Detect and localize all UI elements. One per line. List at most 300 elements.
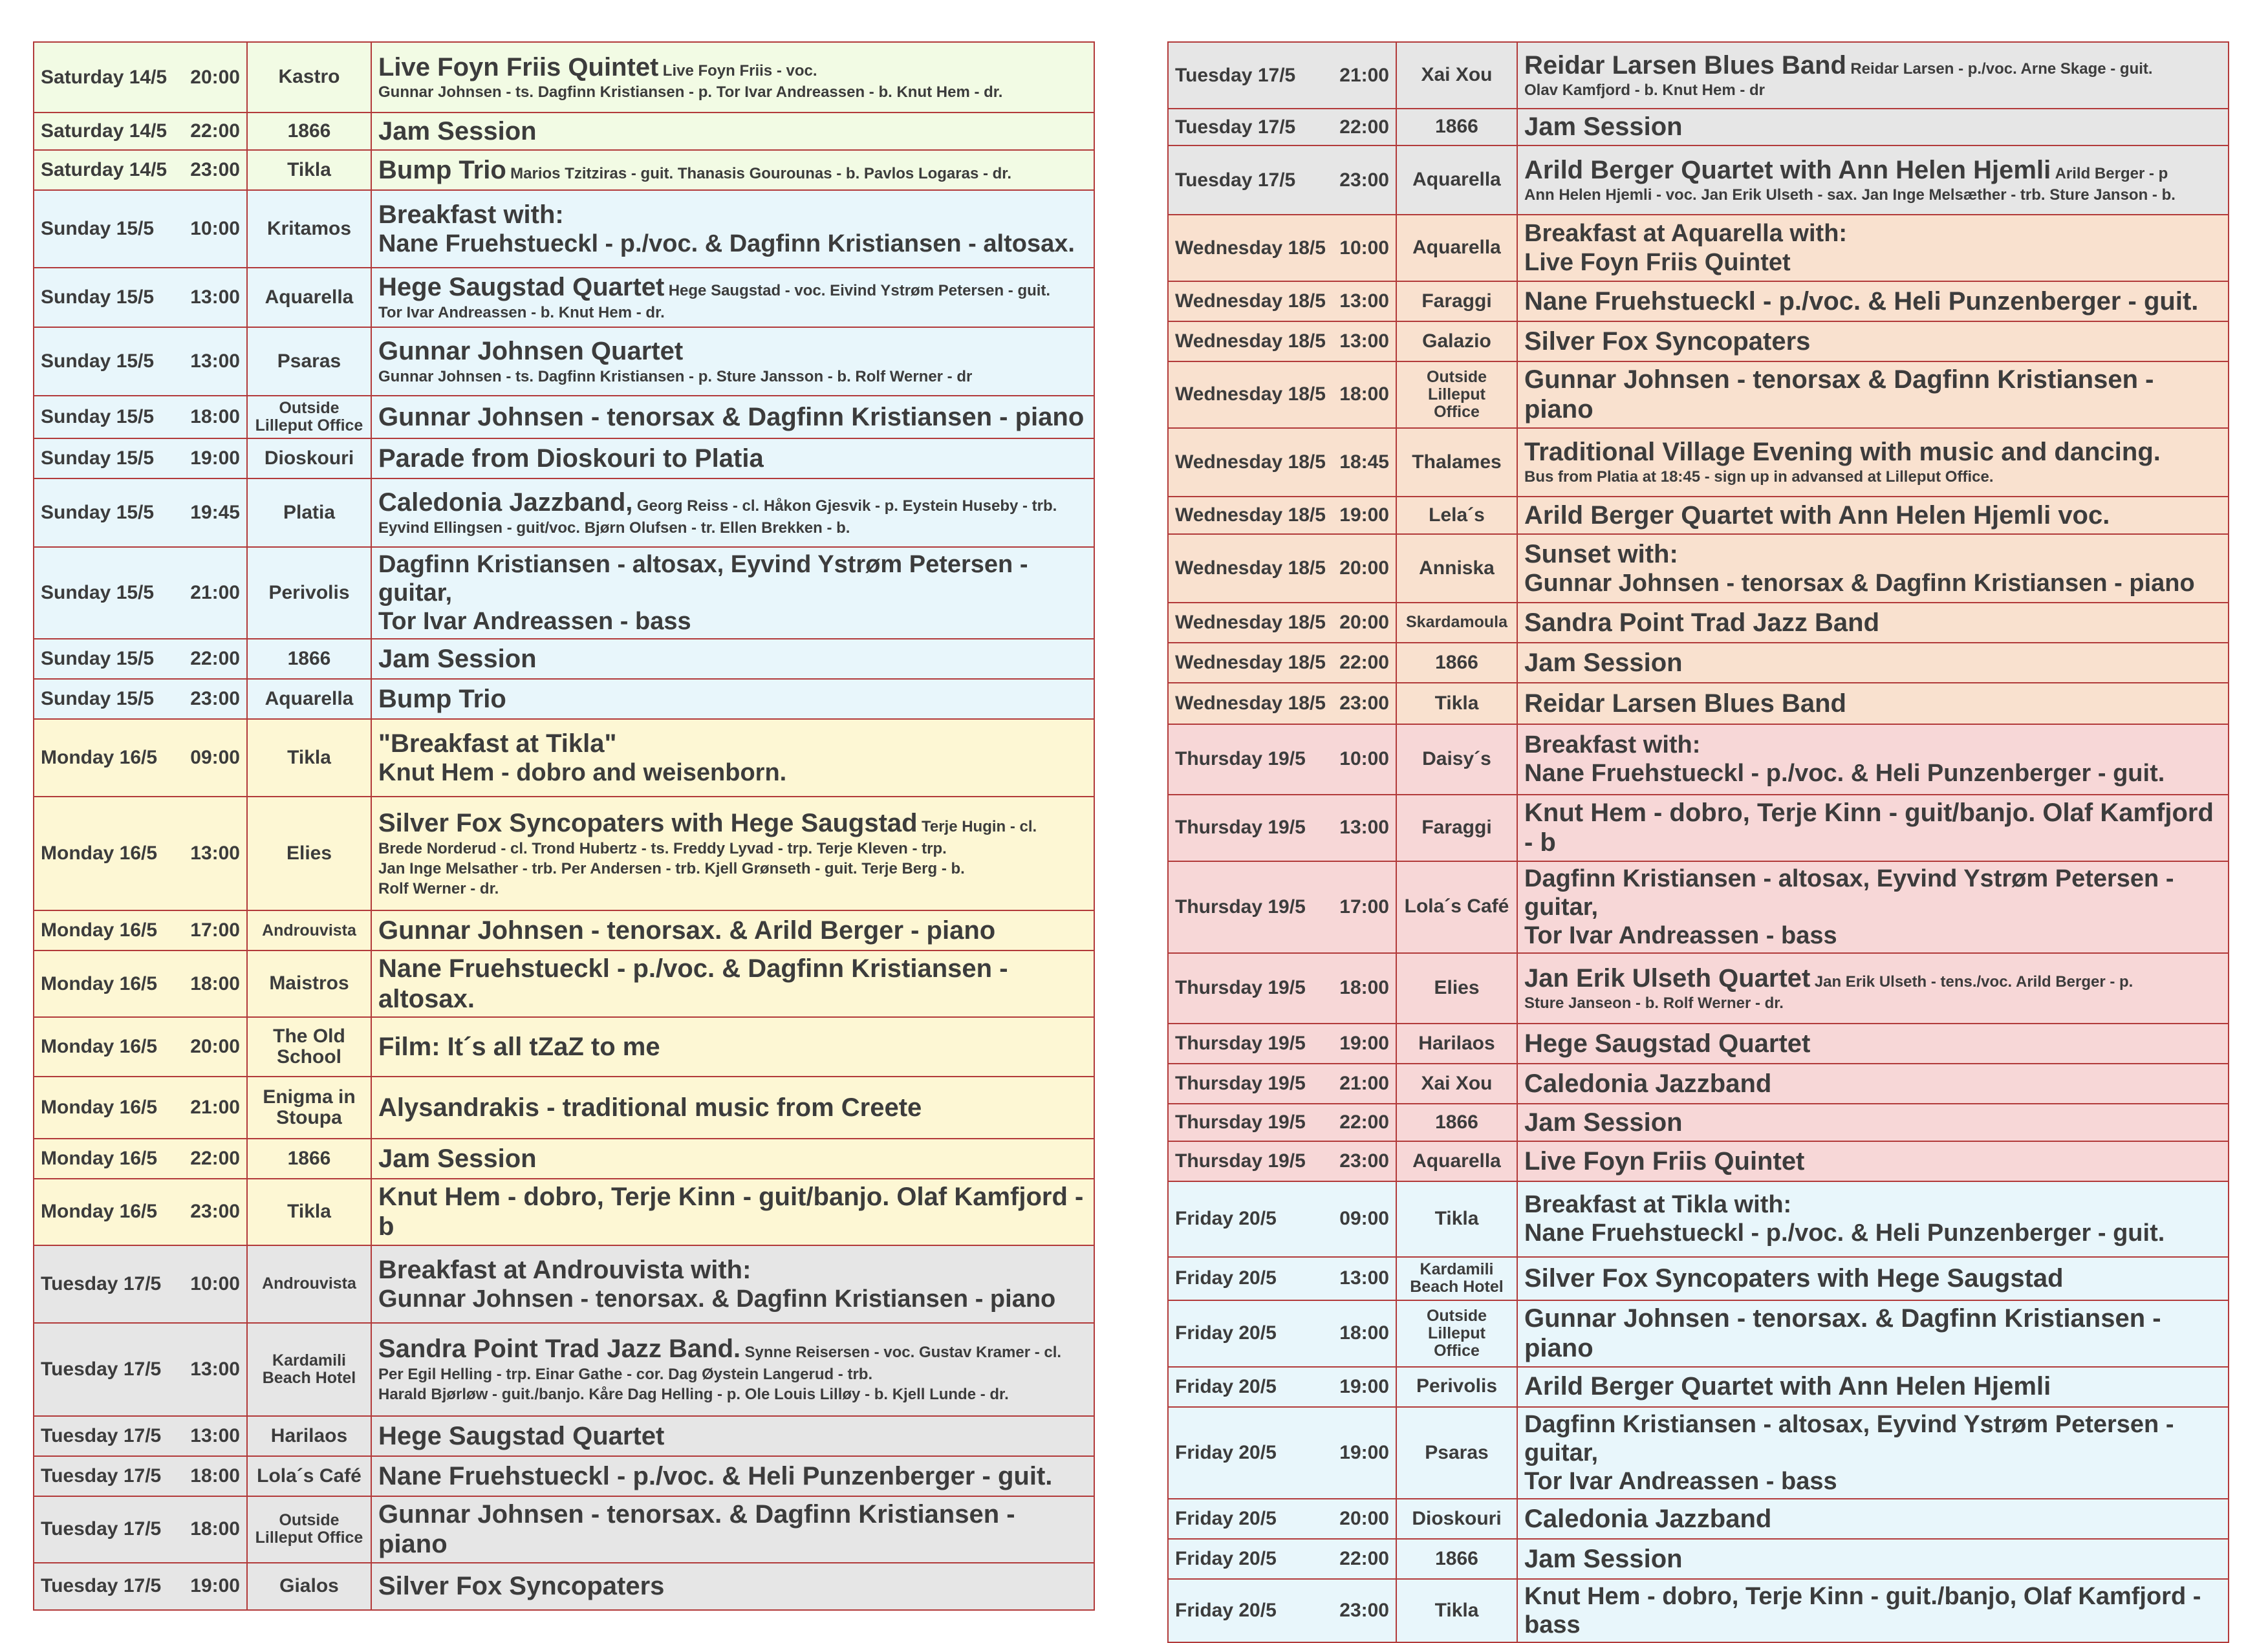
venue-cell: Gialos [247,1563,371,1610]
event-title: Jam Session [1524,648,1683,677]
event-title: Jam Session [378,1144,537,1173]
event-cell [1517,603,2229,643]
event-day: Thursday 19/5 [1175,1032,1306,1054]
event-title: Gunnar Johnsen - tenorsax & Dagfinn Kristiansen - piano [378,402,1085,431]
venue-cell: Outside Lilleput Office [1396,361,1517,428]
event-time: 21:00 [1339,1072,1389,1094]
event-line: Tor Ivar Andreassen - bass [1524,1467,1837,1495]
event-time: 21:00 [190,1097,240,1119]
event-title: Bump Trio [378,155,506,184]
event-cell [371,1179,1094,1245]
event-title: Hege Saugstad Quartet [378,273,665,302]
event-day: Sunday 15/5 [41,406,155,427]
day-time-cell [34,910,247,950]
event-time: 20:00 [1339,611,1389,633]
event-title: Gunnar Johnsen - tenorsax. & Arild Berger - piano [378,916,996,945]
event-cell [371,1416,1094,1456]
event-title-line [1524,327,2221,356]
venue-cell: Platia [247,478,371,547]
event-details: Olav Kamfjord - b. Knut Hem - dr [1524,81,1766,100]
event-day: Sunday 15/5 [41,502,155,523]
event-cell [1517,281,2229,321]
event-title: Live Foyn Friis Quintet [1524,1146,1805,1176]
event-cell [1517,1064,2229,1104]
venue-cell: Aquarella [1396,1141,1517,1181]
event-title: Jam Session [378,116,537,145]
event-day: Wednesday 18/5 [1175,330,1326,352]
event-line: Live Foyn Friis Quintet [1524,248,1791,276]
venue-cell: Maistros [247,950,371,1017]
event-title-line [378,1461,1087,1491]
event-time: 18:00 [190,406,240,427]
day-time-cell [1168,1367,1396,1407]
schedule-row [1168,1257,2229,1300]
event-time: 13:00 [1339,290,1389,312]
schedule-row [34,910,1094,950]
event-day: Friday 20/5 [1175,1441,1277,1463]
schedule-row [1168,643,2229,683]
schedule-row [1168,683,2229,724]
day-time-cell [1168,109,1396,145]
event-title: Caledonia Jazzband [1524,1069,1772,1098]
venue-cell: Faraggi [1396,795,1517,861]
event-details: Bus from Platia at 18:45 - sign up in advansed at Lilleput Office. [1524,468,1994,486]
event-title: Sandra Point Trad Jazz Band [1524,608,1880,637]
day-time-cell [1168,281,1396,321]
event-day: Tuesday 17/5 [41,1358,162,1380]
venue-cell: Lela´s [1396,497,1517,534]
schedule-row [34,679,1094,719]
schedule-row [34,438,1094,478]
event-title-line [378,444,1087,473]
event-details: Rolf Werner - dr. [378,880,499,898]
event-title-line [1524,1504,2221,1534]
event-cell [1517,428,2229,497]
event-title: Arild Berger Quartet with Ann Helen Hjemli voc. [1524,500,2110,530]
event-time: 13:00 [1339,817,1389,839]
event-day: Wednesday 18/5 [1175,611,1326,633]
schedule-row [34,797,1094,910]
event-time: 18:00 [1339,1322,1389,1344]
schedule-row [34,1245,1094,1323]
event-time: 23:00 [1339,692,1389,714]
day-time-cell [34,113,247,150]
event-time: 18:00 [190,1465,240,1487]
event-title: Silver Fox Syncopaters [378,1571,665,1600]
event-title-line [1524,50,2221,80]
event-title-note: Georg Reiss - cl. Håkon Gjesvik - p. Eystein Huseby - trb. [636,497,1057,515]
event-title-note: Reidar Larsen - p./voc. Arne Skage - guit. [1850,59,2153,78]
event-time: 18:00 [1339,383,1389,405]
event-day: Wednesday 18/5 [1175,504,1326,526]
venue-cell: Kastro [247,42,371,113]
event-title: Breakfast with: [378,200,564,229]
event-time: 10:00 [1339,237,1389,259]
venue-cell: Harilaos [247,1416,371,1456]
schedule-row [1168,953,2229,1024]
event-cell [1517,109,2229,145]
event-title: Traditional Village Evening with music and dancing. [1524,437,2161,466]
event-day: Friday 20/5 [1175,1599,1277,1621]
event-cell [371,547,1094,639]
schedule-row [34,547,1094,639]
day-time-cell [34,438,247,478]
schedule-row [1168,534,2229,603]
venue-cell: Elies [247,797,371,910]
event-title-line [378,1032,1087,1062]
event-day: Sunday 15/5 [41,688,155,710]
day-time-cell [34,679,247,719]
event-title: Gunnar Johnsen - tenorsax. & Dagfinn Kristiansen - piano [378,1499,1015,1559]
event-cell [371,1456,1094,1496]
venue-cell: Outside Lilleput Office [1396,1300,1517,1367]
day-time-cell [34,1496,247,1563]
event-cell [1517,1104,2229,1141]
schedule-row [34,1323,1094,1416]
day-time-cell [34,719,247,797]
event-title-line [378,336,1087,366]
event-details: Jan Inge Melsather - trb. Per Andersen - trb. Kjell Grønseth - guit. Terje Berg - b. [378,859,965,877]
event-title: Gunnar Johnsen Quartet [378,337,684,366]
event-title-line [1524,798,2221,858]
event-day: Wednesday 18/5 [1175,451,1326,473]
event-details: Per Egil Helling - trp. Einar Gathe - cor. Dag Øystein Langerud - trb. [378,1365,873,1383]
event-title-line [378,1144,1087,1174]
event-time: 10:00 [190,1273,240,1294]
event-title: Jam Session [1524,1108,1683,1137]
event-line: Tor Ivar Andreassen - bass [1524,921,1837,949]
event-day: Saturday 14/5 [41,120,167,142]
venue-cell: 1866 [1396,1104,1517,1141]
schedule-row [1168,428,2229,497]
event-time: 18:00 [1339,977,1389,999]
venue-cell: Harilaos [1396,1024,1517,1064]
event-time: 19:00 [1339,504,1389,526]
day-time-cell [1168,534,1396,603]
schedule-row [34,1017,1094,1077]
event-title-line [1524,689,2221,718]
event-cell [1517,724,2229,795]
event-line: Breakfast with: [1524,731,1701,759]
event-title: Jan Erik Ulseth Quartet [1524,963,1811,993]
day-time-cell [1168,1407,1396,1499]
event-day: Monday 16/5 [41,843,158,864]
day-time-cell [1168,1024,1396,1064]
event-day: Monday 16/5 [41,1201,158,1223]
event-cell [1517,953,2229,1024]
schedule-row [34,1456,1094,1496]
event-line: Nane Fruehstueckl - p./voc. & Heli Punzenberger - guit. [1524,1219,2165,1247]
day-time-cell [1168,428,1396,497]
event-time: 20:00 [1339,1507,1389,1529]
event-title-line [1524,112,2221,142]
event-title-line [1524,963,2221,993]
event-title-line [378,272,1087,302]
day-time-cell [1168,321,1396,361]
event-time: 23:00 [190,688,240,710]
event-title-line [378,52,1087,82]
event-cell [371,396,1094,438]
event-title-line [378,684,1087,714]
venue-cell: Tikla [247,719,371,797]
event-title: Jam Session [1524,113,1683,142]
day-time-cell [34,639,247,679]
event-title-line [378,402,1087,432]
schedule-row [1168,1300,2229,1367]
schedule-row [34,1563,1094,1610]
event-time: 20:00 [190,1036,240,1058]
event-time: 13:00 [1339,1267,1389,1289]
event-day: Wednesday 18/5 [1175,237,1326,259]
event-details: Brede Norderud - cl. Trond Hubertz - ts. Freddy Lyvad - trp. Terje Kleven - trp. [378,839,947,857]
schedule-row [34,1139,1094,1179]
schedule-row [34,150,1094,190]
schedule-row [34,327,1094,396]
event-title: Knut Hem - dobro, Terje Kinn - guit/banjo. Olaf Kamfjord - b [378,1183,1084,1241]
event-time: 18:45 [1339,451,1389,473]
event-day: Sunday 15/5 [41,218,155,239]
day-time-cell [34,950,247,1017]
event-time: 10:00 [1339,748,1389,770]
schedule-row [1168,1141,2229,1181]
event-line: Nane Fruehstueckl - p./voc. & Dagfinn Kristiansen - altosax. [378,230,1075,258]
event-title: Gunnar Johnsen - tenorsax. & Dagfinn Kristiansen - piano [1524,1304,2161,1363]
event-title: Caledonia Jazzband [1524,1504,1772,1533]
event-cell [371,639,1094,679]
event-day: Thursday 19/5 [1175,977,1306,999]
event-day: Friday 20/5 [1175,1375,1277,1397]
event-line: Breakfast at Aquarella with: [1524,220,1848,248]
event-day: Monday 16/5 [41,919,158,941]
day-time-cell [1168,497,1396,534]
event-title: Alysandrakis - traditional music from Creete [378,1093,922,1122]
venue-cell: Androuvista [247,1245,371,1323]
day-time-cell [1168,145,1396,215]
event-title-line [378,644,1087,674]
event-title-line [378,1093,1087,1122]
venue-cell: 1866 [1396,109,1517,145]
day-time-cell [34,1077,247,1139]
event-line: Knut Hem - dobro and weisenborn. [378,759,787,787]
day-time-cell [1168,1257,1396,1300]
day-time-cell [1168,215,1396,281]
day-time-cell [34,396,247,438]
event-title-note: Synne Reisersen - voc. Gustav Kramer - cl. [744,1344,1062,1362]
event-cell [1517,215,2229,281]
venue-cell: Elies [1396,953,1517,1024]
event-day: Monday 16/5 [41,1148,158,1170]
schedule-row [34,950,1094,1017]
event-day: Tuesday 17/5 [41,1575,162,1597]
event-title-line [1524,437,2221,467]
event-time: 10:00 [190,218,240,239]
event-time: 19:00 [1339,1375,1389,1397]
event-title: Arild Berger Quartet with Ann Helen Hjemli [1524,1372,2051,1401]
event-cell [1517,1499,2229,1539]
event-details: Sture Janseon - b. Rolf Werner - dr. [1524,994,1784,1012]
event-time: 22:00 [190,1148,240,1170]
event-time: 20:00 [190,66,240,88]
event-title-line [1524,1069,2221,1099]
event-time: 17:00 [190,919,240,941]
day-time-cell [1168,1499,1396,1539]
event-title: Sunset with: [1524,539,1678,568]
event-title: Sandra Point Trad Jazz Band. [378,1335,741,1364]
event-title-line [378,729,1087,758]
day-time-cell [1168,1181,1396,1257]
event-time: 17:00 [1339,896,1389,918]
schedule-row [1168,1024,2229,1064]
day-time-cell [34,797,247,910]
event-title: Gunnar Johnsen - tenorsax & Dagfinn Kristiansen - piano [1524,365,2154,424]
schedule-row [1168,603,2229,643]
event-cell [371,1245,1094,1323]
schedule-row [34,1416,1094,1456]
event-time: 18:00 [190,1518,240,1540]
event-title: Hege Saugstad Quartet [1524,1029,1811,1058]
schedule-row [34,190,1094,268]
event-title-line [1524,1108,2221,1137]
schedule-row [34,396,1094,438]
venue-cell: Perivolis [1396,1367,1517,1407]
event-title: Live Foyn Friis Quintet [378,52,659,81]
event-title-line [378,116,1087,146]
day-time-cell [34,1563,247,1610]
event-cell [371,1563,1094,1610]
day-time-cell [34,547,247,639]
event-title: Caledonia Jazzband, [378,488,633,517]
day-time-cell [1168,42,1396,109]
day-time-cell [34,190,247,268]
venue-cell: Dioskouri [247,438,371,478]
event-cell [371,1077,1094,1139]
event-title: "Breakfast at Tikla" [378,729,617,758]
event-time: 21:00 [1339,64,1389,86]
event-title: Reidar Larsen Blues Band [1524,689,1846,718]
event-title-note: Marios Tzitziras - guit. Thanasis Gourounas - b. Pavlos Logaras - dr. [510,164,1011,182]
event-cell [371,113,1094,150]
event-line: Dagfinn Kristiansen - altosax, Eyvind Ystrøm Petersen - guitar, [378,551,1028,607]
day-time-cell [1168,1141,1396,1181]
event-cell [1517,1579,2229,1642]
event-title: Parade from Dioskouri to Platia [378,444,764,473]
event-day: Saturday 14/5 [41,159,167,180]
event-day: Monday 16/5 [41,972,158,994]
event-time: 23:00 [1339,1599,1389,1621]
event-day: Tuesday 17/5 [1175,169,1296,191]
event-cell [371,42,1094,113]
schedule-row [1168,1064,2229,1104]
venue-cell: Aquarella [1396,215,1517,281]
venue-cell: 1866 [1396,1539,1517,1579]
event-title-line [1524,286,2221,316]
event-cell [371,1323,1094,1416]
event-title-line [1524,155,2221,185]
venue-cell: Kardamili Beach Hotel [1396,1257,1517,1300]
venue-cell: Daisy´s [1396,724,1517,795]
day-time-cell [34,1245,247,1323]
event-line: Nane Fruehstueckl - p./voc. & Heli Punzenberger - guit. [1524,760,2165,788]
event-day: Tuesday 17/5 [41,1424,162,1446]
schedule-row [34,1077,1094,1139]
event-day: Wednesday 18/5 [1175,692,1326,714]
event-cell [371,268,1094,327]
event-cell [1517,497,2229,534]
venue-cell: Skardamoula [1396,603,1517,643]
event-day: Sunday 15/5 [41,582,155,604]
event-time: 23:00 [190,159,240,180]
event-title-line [378,1499,1087,1560]
event-title-line [1524,1263,2221,1293]
event-title-line [378,808,1087,838]
schedule-table-left [33,41,1095,1611]
venue-cell: Enigma in Stoupa [247,1077,371,1139]
day-time-cell [34,1323,247,1416]
event-title: Nane Fruehstueckl - p./voc. & Heli Punzenberger - guit. [1524,286,2199,316]
schedule-row [34,639,1094,679]
event-day: Wednesday 18/5 [1175,290,1326,312]
venue-cell: Galazio [1396,321,1517,361]
schedule-row [1168,1407,2229,1499]
event-line: Gunnar Johnsen - tenorsax & Dagfinn Kristiansen - piano [1524,569,2195,597]
event-day: Thursday 19/5 [1175,1111,1306,1133]
event-title-line [1524,608,2221,638]
event-cell [1517,145,2229,215]
event-time: 13:00 [190,1358,240,1380]
event-day: Tuesday 17/5 [1175,116,1296,138]
event-title-line [1524,1029,2221,1058]
event-cell [371,679,1094,719]
event-title-line [378,1255,1087,1285]
event-title-line [378,488,1087,517]
event-day: Tuesday 17/5 [41,1465,162,1487]
schedule-row [1168,1499,2229,1539]
event-time: 23:00 [1339,1150,1389,1172]
event-cell [371,719,1094,797]
event-cell [371,1496,1094,1563]
venue-cell: Perivolis [247,547,371,639]
day-time-cell [34,268,247,327]
event-title-line [1524,539,2221,569]
day-time-cell [1168,861,1396,953]
event-line: Breakfast at Tikla with: [1524,1191,1792,1219]
event-title: Jam Session [378,645,537,674]
venue-cell: Xai Xou [1396,42,1517,109]
day-time-cell [1168,1064,1396,1104]
day-time-cell [1168,361,1396,428]
venue-cell: 1866 [1396,643,1517,683]
day-time-cell [34,478,247,547]
event-cell [371,910,1094,950]
venue-cell: Outside Lilleput Office [247,1496,371,1563]
event-title: Nane Fruehstueckl - p./voc. & Dagfinn Kristiansen - altosax. [378,954,1008,1013]
day-time-cell [1168,795,1396,861]
venue-cell: Aquarella [247,679,371,719]
schedule-row [1168,1579,2229,1642]
event-time: 23:00 [190,1201,240,1223]
schedule-row [34,1496,1094,1563]
schedule-row [1168,1367,2229,1407]
event-details: Harald Bjørløw - guit./banjo. Kåre Dag Helling - p. Ole Louis Lilløy - b. Kjell Lunde - dr. [378,1385,1009,1403]
event-title-line [378,200,1087,230]
event-cell [1517,1141,2229,1181]
venue-cell: Kritamos [247,190,371,268]
event-cell [1517,1407,2229,1499]
schedule-row [1168,145,2229,215]
venue-cell: Aquarella [1396,145,1517,215]
schedule-row [1168,321,2229,361]
event-day: Friday 20/5 [1175,1267,1277,1289]
